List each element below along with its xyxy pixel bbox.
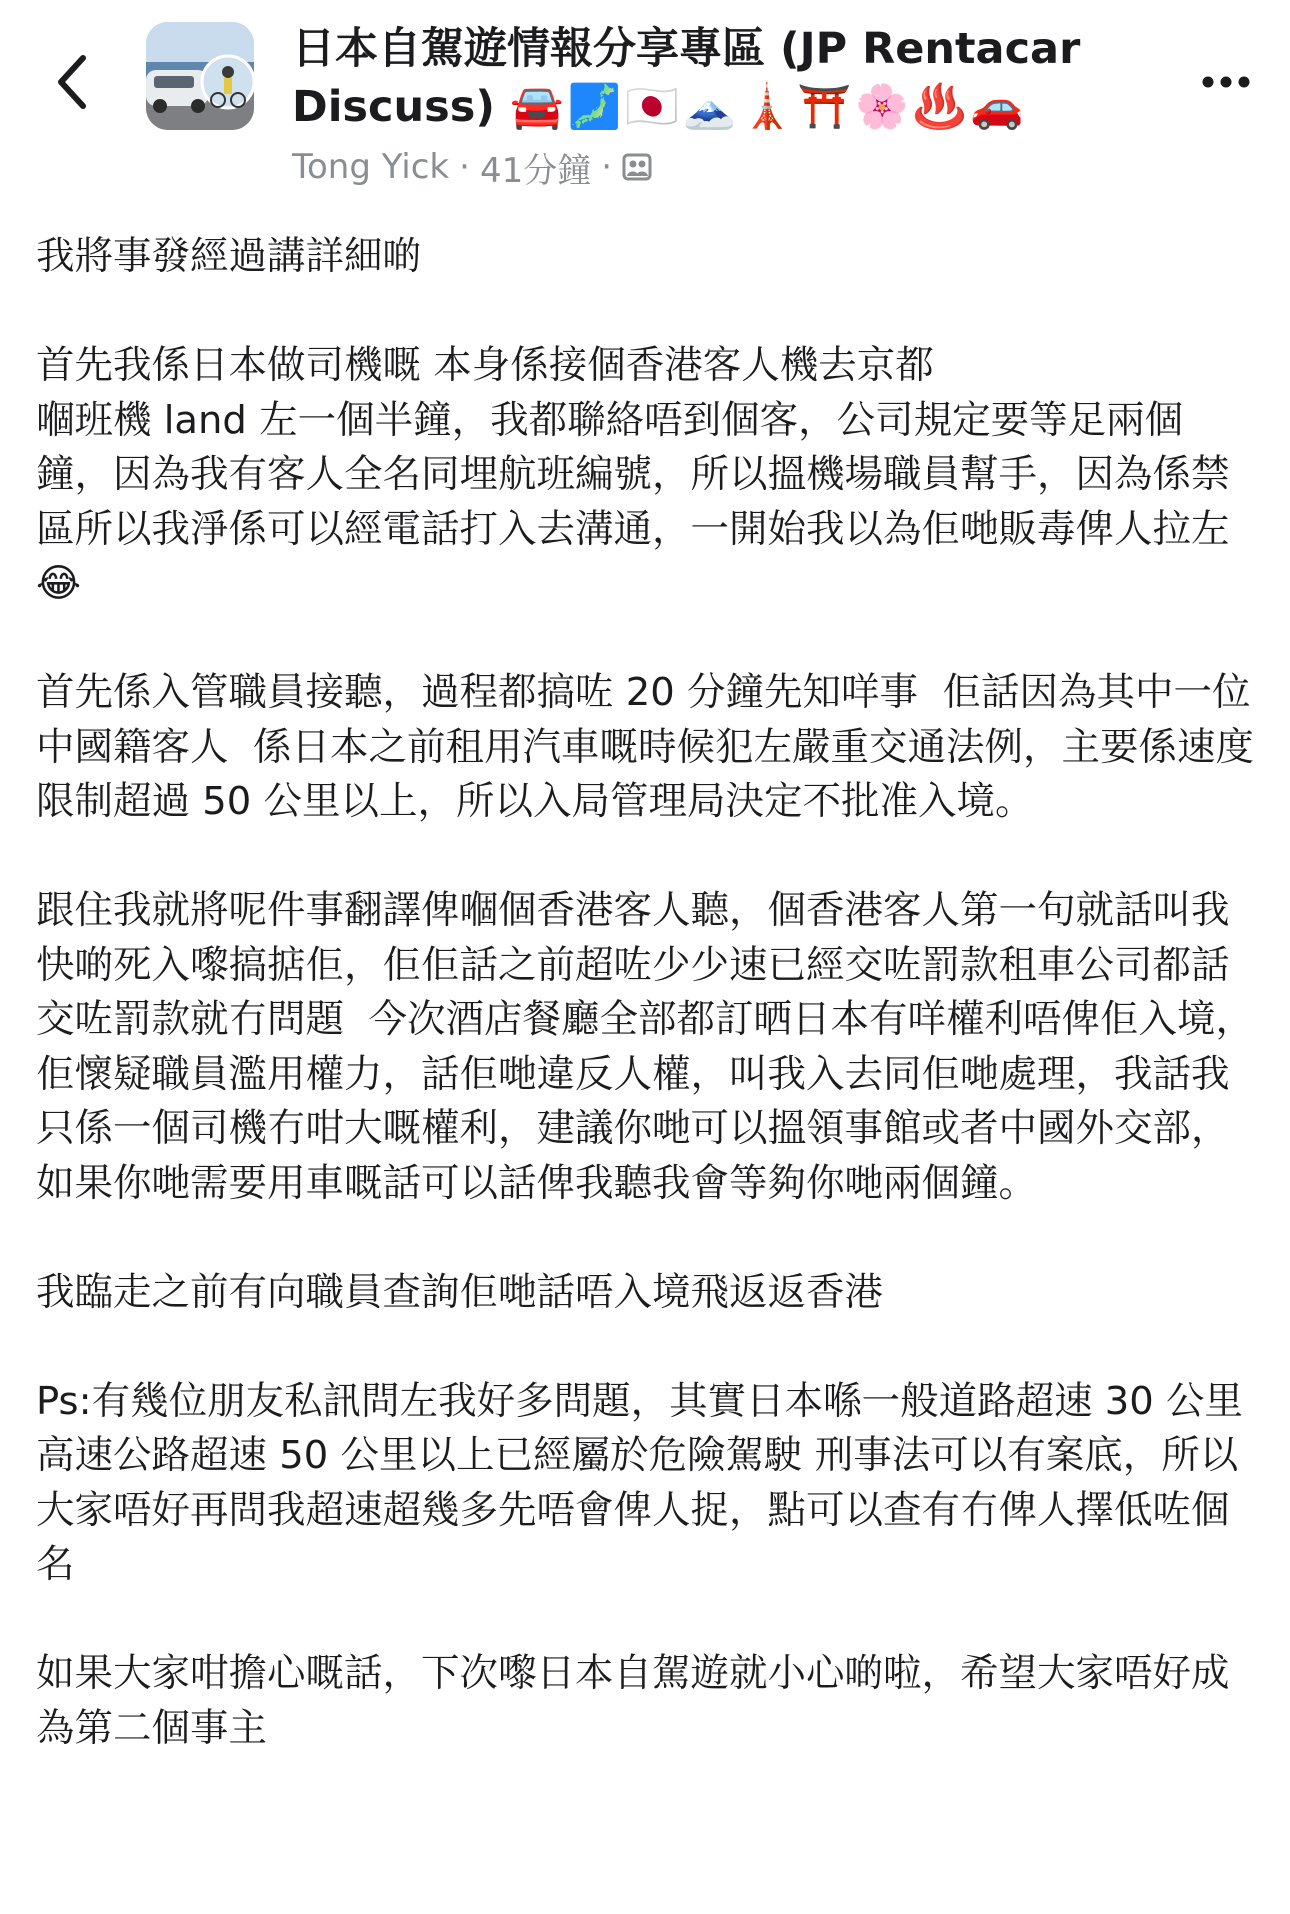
post-header [0,0,1290,200]
post-paragraph: Ps:有幾位朋友私訊問左我好多問題，其實日本喺一般道路超速 30 公里 高速公路超速 50 公里以上已經屬於危險駕駛 刑事法可以有案底，所以大家唔好再問我超速超幾多先唔會俾人捉，點可以查有冇俾人擇低咗個名 [36,1378,1256,1587]
post-paragraph: 首先我係日本做司機嘅 本身係接個香港客人機去京都 嗰班機 land 左一個半鐘，我都聯絡唔到個客，公司規定要等足兩個鐘，因為我有客人全名同埋航班編號，所以搵機場職員幫手，因為係禁區所以我淨係可以經電話打入去溝通，一開始我以為佢哋販毒俾人拉左😂 [36,343,1230,606]
post-paragraph: 我將事發經過講詳細啲 [36,234,422,279]
post-time[interactable]: 41分鐘 [479,150,592,191]
post-paragraph: 首先係入管職員接聽，過程都搞咗 20 分鐘先知咩事 佢話因為其中一位中國籍客人 係日本之前租用汽車嘅時候犯左嚴重交通法例，主要係速度限制超過 50 公里以上，所以入局管理局決定不批准入境。 [36,670,1254,824]
chevron-left-icon [55,54,89,110]
group-name-emojis: 🚘🗾🇯🇵🗻🗼⛩️🌸♨️🚗 [509,82,1028,132]
group-avatar[interactable] [146,22,254,130]
more-options-button[interactable] [1186,60,1266,104]
author-name[interactable]: Tong Yick [292,147,450,187]
group-name[interactable] [292,20,1112,136]
meta-separator: · [601,147,613,187]
post-paragraph: 如果大家咁擔心嘅話，下次嚟日本自駕遊就小心啲啦，希望大家唔好成為第二個事主 [36,1651,1230,1751]
meta-separator: · [459,147,470,187]
group-icon [622,152,652,182]
post-meta [292,145,652,189]
more-dots-icon [1202,76,1250,88]
group-name-text: 日本自駕遊情報分享專區 (JP Rentacar Discuss) [292,24,1081,132]
post-paragraph: 我臨走之前有向職員查詢佢哋話唔入境飛返返香港 [36,1269,884,1315]
post-body [36,230,1260,1811]
post-paragraph: 跟住我就將呢件事翻譯俾嗰個香港客人聽，個香港客人第一句就話叫我快啲死入嚟搞掂佢，佢佢話之前超咗少少速已經交咗罰款租車公司都話交咗罰款就冇問題 今次酒店餐廳全部都訂晒日本有咩權利唔俾佢入境，佢懷疑職員濫用權力，話佢哋違反人權，叫我入去同佢哋處理，我話我只係一個司機冇咁大嘅權利，建議你哋可以搵領事館或者中國外交部，如果你哋需要用車嘅話可以話俾我聽我會等夠你哋兩個鐘。 [36,888,1254,1206]
back-button[interactable] [44,46,100,118]
